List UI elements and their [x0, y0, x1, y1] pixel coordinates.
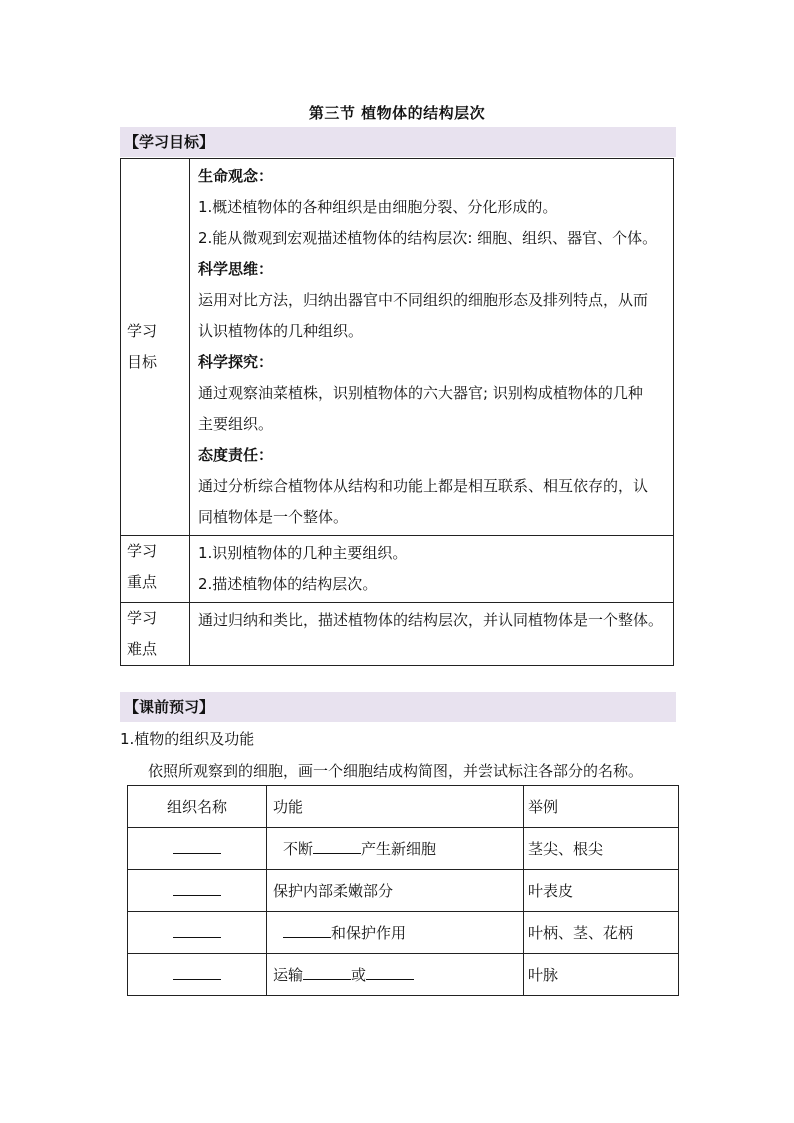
header-example: 举例 [524, 786, 679, 828]
example-cell: 叶脉 [524, 954, 679, 996]
label-line: 目标 [127, 353, 158, 371]
goal-category: 态度责任： [198, 446, 274, 464]
function-text: 或 [351, 966, 367, 984]
goal-line: 通过分析综合植物体从结构和功能上都是相互联系、相互依存的，认 [198, 477, 649, 495]
function-text: 和保护作用 [331, 924, 407, 942]
label-line: 学习 [127, 542, 158, 560]
tissue-table-header [128, 786, 679, 828]
tissue-name-blank[interactable] [173, 881, 221, 896]
goal-line: 同植物体是一个整体。 [198, 508, 349, 526]
tissue-name-blank[interactable] [173, 923, 221, 938]
goal-line: 1.概述植物体的各种组织是由细胞分裂、分化形成的。 [198, 198, 558, 216]
tissue-name-blank[interactable] [173, 965, 221, 980]
header-function: 功能 [267, 786, 524, 828]
goal-category: 生命观念： [198, 167, 274, 185]
function-text: 保护内部柔嫩部分 [273, 882, 394, 900]
function-blank[interactable] [303, 965, 351, 980]
example-cell: 叶表皮 [524, 870, 679, 912]
example-cell: 茎尖、根尖 [524, 828, 679, 870]
difficulty-label [121, 603, 190, 666]
goals-row [121, 159, 674, 536]
goal-line: 主要组织。 [198, 415, 274, 433]
preview-question: 1.植物的组织及功能 [120, 730, 255, 748]
table-row [128, 912, 679, 954]
learning-goals-table [120, 158, 674, 666]
label-line: 重点 [127, 573, 158, 591]
page-title: 第三节 植物体的结构层次 [308, 104, 486, 122]
goal-line: 运用对比方法，归纳出器官中不同组织的细胞形态及排列特点，从而 [198, 291, 649, 309]
goals-row-content [190, 159, 674, 536]
goal-line: 2.能从微观到宏观描述植物体的结构层次: 细胞、组织、器官、个体。 [198, 229, 658, 247]
key-point-line: 2.描述植物体的结构层次。 [198, 575, 378, 593]
table-row [128, 870, 679, 912]
function-text: 不断 [283, 840, 314, 858]
function-text: 产生新细胞 [361, 840, 437, 858]
goals-section-header: 【学习目标】 [120, 127, 676, 157]
header-tissue-name: 组织名称 [128, 786, 267, 828]
goal-category: 科学探究： [198, 353, 274, 371]
key-points-content [190, 536, 674, 603]
preview-instruction: 依照所观察到的细胞，画一个细胞结成构简图，并尝试标注各部分的名称。 [148, 762, 644, 780]
function-blank[interactable] [313, 839, 361, 854]
key-points-label [121, 536, 190, 603]
function-text: 运输 [273, 966, 304, 984]
difficulty-content [190, 603, 674, 666]
goals-row-label [121, 159, 190, 536]
label-line: 难点 [127, 640, 158, 658]
table-row [128, 954, 679, 996]
goal-line: 认识植物体的几种组织。 [198, 322, 364, 340]
difficulty-row [121, 603, 674, 666]
label-line: 学习 [127, 322, 158, 340]
goal-line: 通过观察油菜植株，识别植物体的六大器官; 识别构成植物体的几种 [198, 384, 643, 402]
key-points-row [121, 536, 674, 603]
key-point-line: 1.识别植物体的几种主要组织。 [198, 544, 408, 562]
difficulty-line: 通过归纳和类比，描述植物体的结构层次，并认同植物体是一个整体。 [198, 611, 664, 629]
function-blank[interactable] [366, 965, 414, 980]
example-cell: 叶柄、茎、花柄 [524, 912, 679, 954]
preview-section-header: 【课前预习】 [120, 692, 676, 722]
tissue-table [127, 785, 679, 996]
label-line: 学习 [127, 609, 158, 627]
table-row [128, 828, 679, 870]
goal-category: 科学思维： [198, 260, 274, 278]
function-blank[interactable] [283, 923, 331, 938]
tissue-name-blank[interactable] [173, 839, 221, 854]
